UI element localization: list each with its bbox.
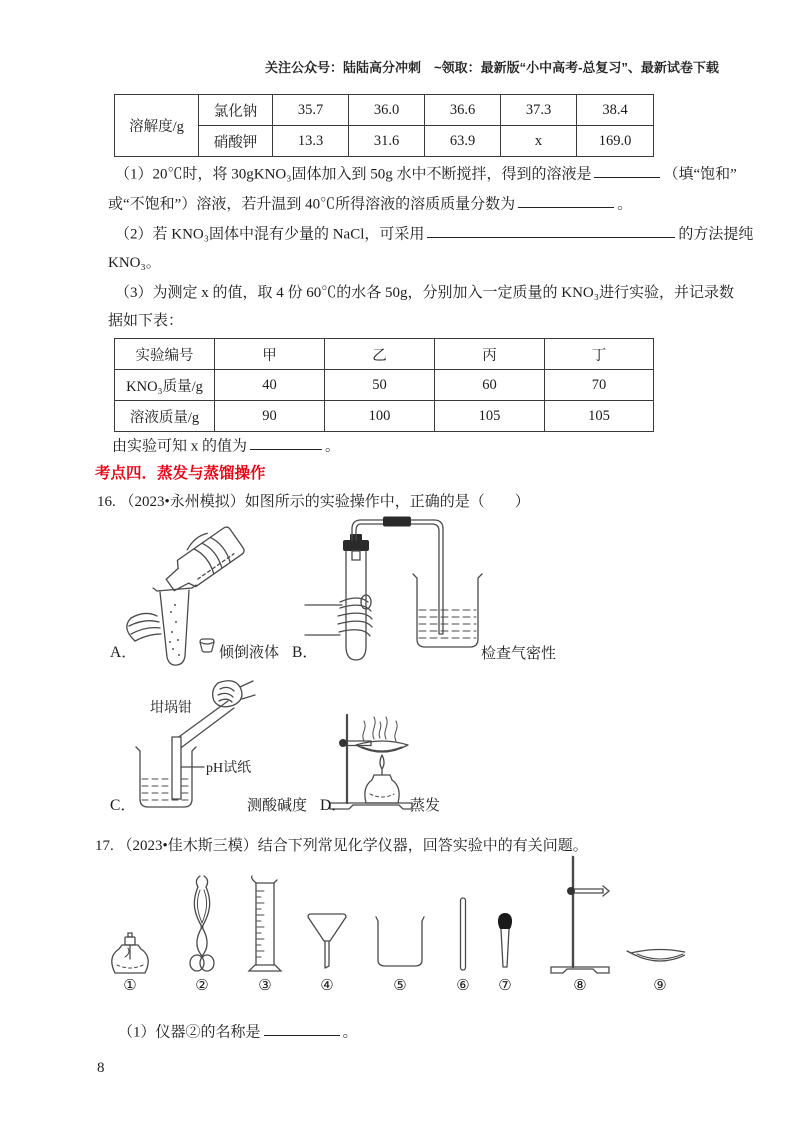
alcohol-lamp xyxy=(112,933,148,973)
apparatus-number-3: ③ xyxy=(258,978,272,994)
table-cell: x xyxy=(501,126,577,157)
apparatus-number-8: ⑧ xyxy=(573,978,587,994)
section-heading: 考点四．蒸发与蒸馏操作 xyxy=(95,465,266,482)
table-cell: 35.7 xyxy=(273,95,349,126)
table-cell: 60 xyxy=(435,370,545,401)
table-cell: 氯化钠 xyxy=(199,95,273,126)
option-a-label: A． xyxy=(110,644,137,661)
table-cell: 105 xyxy=(435,401,545,432)
apparatus-number-6: ⑥ xyxy=(456,978,470,994)
q15-line1 xyxy=(115,163,737,184)
q15-line2 xyxy=(108,193,632,214)
q15-line5 xyxy=(115,283,734,303)
q17-stem: 17. （2023•佳木斯三模）结合下列常见化学仪器，回答实验中的有关问题。 xyxy=(95,838,588,854)
option-d-label: D． xyxy=(320,797,347,814)
table-cell: 36.0 xyxy=(349,95,425,126)
glass-rod xyxy=(461,898,466,970)
table-cell: 70 xyxy=(545,370,654,401)
table-cell: 实验编号 xyxy=(115,339,215,370)
apparatus-number-4: ④ xyxy=(320,978,334,994)
q15-line3 xyxy=(115,223,753,244)
table-cell: 90 xyxy=(215,401,325,432)
option-c-label: C． xyxy=(110,797,136,814)
table-cell: 100 xyxy=(325,401,435,432)
text-segment: 的方法提纯 xyxy=(678,226,754,243)
stopper-icon xyxy=(198,638,216,653)
funnel xyxy=(308,914,346,968)
text-segment: KNO₃。 xyxy=(108,255,161,271)
q15-line6 xyxy=(108,311,183,331)
table-cell: 丙 xyxy=(435,339,545,370)
table-cell: 38.4 xyxy=(577,95,654,126)
table-cell: 丁 xyxy=(545,339,654,370)
table-cell: 105 xyxy=(545,401,654,432)
table-cell: 37.3 xyxy=(501,95,577,126)
answer-blank xyxy=(427,223,675,238)
answer-blank xyxy=(250,435,322,450)
option-b-label: B． xyxy=(292,644,318,661)
tongs-annotation: 坩埚钳 xyxy=(150,701,192,716)
table-cell: 溶解度/g xyxy=(115,95,199,157)
crucible-tongs xyxy=(190,876,214,971)
table-cell: 50 xyxy=(325,370,435,401)
option-c-caption: 测酸碱度 xyxy=(247,798,308,814)
text-segment: 。 xyxy=(342,1024,358,1041)
apparatus-number-2: ② xyxy=(195,978,209,994)
table-cell: 40 xyxy=(215,370,325,401)
table-cell: 溶液质量/g xyxy=(115,401,215,432)
table-cell: 31.6 xyxy=(349,126,425,157)
text-segment: （2）若 KNO₃固体中混有少量的 NaCl，可采用 xyxy=(115,226,425,243)
table-cell: 乙 xyxy=(325,339,435,370)
ph-paper-annotation: pH试纸 xyxy=(206,761,252,776)
text-segment: 。 xyxy=(617,196,633,213)
table-cell: 13.3 xyxy=(273,126,349,157)
apparatus-number-7: ⑦ xyxy=(498,978,512,994)
text-segment: 据如下表： xyxy=(108,313,184,329)
option-d-caption: 蒸发 xyxy=(410,798,441,814)
dropper xyxy=(498,913,512,967)
apparatus-number-1: ① xyxy=(123,978,137,994)
experiment-table xyxy=(114,338,654,432)
solubility-table xyxy=(114,94,654,157)
option-b-caption: 检查气密性 xyxy=(481,646,557,662)
table-row xyxy=(115,339,654,370)
answer-blank xyxy=(264,1021,340,1036)
q15-line7 xyxy=(112,435,340,456)
evaporating-dish xyxy=(627,950,685,962)
table-cell: KNO₃质量/g xyxy=(115,370,215,401)
text-segment: （1）20℃时，将 30gKNO₃固体加入到 50g 水中不断搅拌，得到的溶液是 xyxy=(115,166,592,183)
table-row xyxy=(115,95,654,126)
text-segment: 或“不饱和”）溶液，若升温到 40℃所得溶液的溶质质量分数为 xyxy=(108,196,516,213)
beaker xyxy=(376,917,424,966)
table-cell: 甲 xyxy=(215,339,325,370)
table-cell: 36.6 xyxy=(425,95,501,126)
text-segment: 。 xyxy=(325,438,341,455)
apparatus-number-5: ⑤ xyxy=(393,978,407,994)
table-cell: 169.0 xyxy=(577,126,654,157)
q15-line4 xyxy=(108,253,161,273)
page-number: 8 xyxy=(97,1060,105,1076)
q17-part1 xyxy=(118,1021,358,1042)
table-cell: 63.9 xyxy=(425,126,501,157)
q16-diagram-ab xyxy=(100,510,660,678)
q17-apparatus-diagram xyxy=(105,853,685,977)
graduated-cylinder xyxy=(249,876,281,971)
table-row xyxy=(115,401,654,432)
table-row xyxy=(115,370,654,401)
table-cell: 硝酸钾 xyxy=(199,126,273,157)
text-segment: 由实验可知 x 的值为 xyxy=(112,438,248,455)
option-a-caption: 倾倒液体 xyxy=(219,645,280,661)
answer-blank xyxy=(518,193,614,208)
q16-stem: 16. （2023•永州模拟）如图所示的实验操作中，正确的是（ ） xyxy=(97,494,530,510)
apparatus-number-9: ⑨ xyxy=(653,978,667,994)
gas-tightness-diagram xyxy=(305,517,482,661)
text-segment: （3）为测定 x 的值，取 4 份 60℃的水各 50g，分别加入一定质量的 KNO₃进行实验，并记录数 xyxy=(115,285,734,301)
page-header-text: 关注公众号：陆陆高分冲刺 ~领取：最新版“小中高考-总复习”、最新试卷下载 xyxy=(265,60,719,75)
text-segment: （1）仪器②的名称是 xyxy=(118,1024,261,1041)
iron-stand xyxy=(551,857,609,973)
answer-blank xyxy=(594,163,660,178)
text-segment: （填“饱和” xyxy=(663,166,737,183)
